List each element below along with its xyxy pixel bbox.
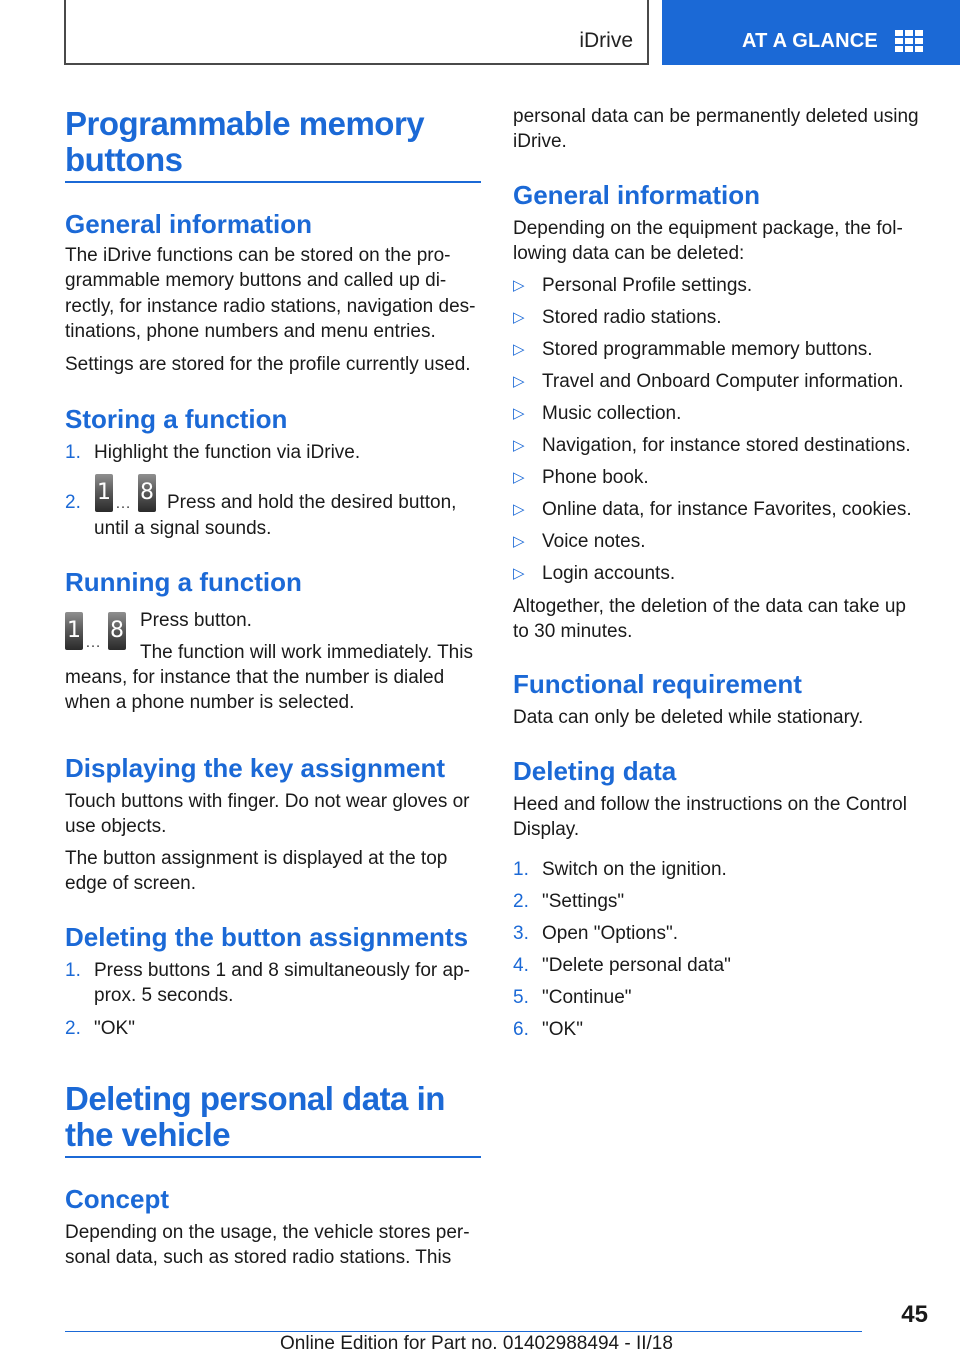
paragraph-line: The button assignment is displayed at the top	[65, 848, 448, 869]
paragraph-line: Touch buttons with finger. Do not wear gloves or	[65, 791, 470, 812]
footer-rule	[65, 1331, 862, 1332]
list-item	[65, 480, 481, 542]
header-chapter-title: AT A GLANCE	[742, 30, 878, 52]
memory-key-8: 8	[108, 612, 126, 650]
list-number: 4.	[513, 955, 529, 976]
paragraph-line: The iDrive functions can be stored on the pro‐	[65, 245, 451, 266]
title-rule	[65, 181, 481, 183]
list-text: Online data, for instance Favorites, cookies.	[542, 499, 912, 520]
list-text: "Delete personal data"	[542, 955, 731, 976]
grid-icon	[895, 30, 923, 53]
paragraph-line: Heed and follow the instructions on the Control	[513, 794, 907, 815]
paragraph-line: edge of screen.	[65, 873, 196, 894]
list-text: "Settings"	[542, 891, 625, 912]
list-text: Press buttons 1 and 8 simultaneously for ap‐	[94, 960, 470, 981]
heading-deleting-data: Deleting data	[513, 756, 677, 786]
heading-storing-function: Storing a function	[65, 404, 288, 434]
paragraph-line: use objects.	[65, 816, 167, 837]
heading-general-information: General information	[513, 180, 761, 210]
list-number: 3.	[513, 923, 529, 944]
heading-functional-requirement: Functional requirement	[513, 669, 802, 699]
paragraph-line: Depending on the usage, the vehicle stores per‐	[65, 1222, 470, 1243]
list-item	[65, 958, 481, 1010]
list-text: Open "Options".	[542, 923, 679, 944]
triangle-bullet-icon: ▷	[513, 405, 525, 422]
list-text: Music collection.	[542, 403, 682, 424]
paragraph-line: tinations, phone numbers and menu entries.	[65, 321, 436, 342]
list-text: prox. 5 seconds.	[94, 985, 234, 1006]
paragraph-line: The function will work immediately. This	[140, 642, 473, 663]
paragraph-line: lowing data can be deleted:	[513, 243, 745, 264]
list-text: Navigation, for instance stored destinations.	[542, 435, 911, 456]
memory-key-1: 1	[95, 474, 113, 512]
list-number: 1.	[65, 442, 81, 463]
section-title-deleting-personal-data: Deleting personal data in	[65, 1080, 445, 1117]
triangle-bullet-icon: ▷	[513, 501, 525, 518]
paragraph-line: Press button.	[140, 610, 252, 631]
section-title-memory-buttons-cont: buttons	[65, 141, 183, 178]
paragraph-line: sonal data, such as stored radio stations. This	[65, 1247, 452, 1268]
list-number: 2.	[65, 492, 81, 513]
memory-key-8: 8	[138, 474, 156, 512]
list-text: Login accounts.	[542, 563, 676, 584]
header-chapter-tab[interactable]	[662, 0, 960, 65]
page-number: 45	[901, 1301, 928, 1328]
list-text: Switch on the ignition.	[542, 859, 727, 880]
paragraph-line: when a phone number is selected.	[65, 692, 355, 713]
list-text: until a signal sounds.	[94, 518, 272, 539]
list-number: 1.	[65, 960, 81, 981]
paragraph-line: iDrive.	[513, 131, 567, 152]
paragraph-line: Display.	[513, 819, 580, 840]
header-section-title: iDrive	[579, 29, 633, 52]
memory-buttons-icon: 1 … 8	[95, 474, 159, 514]
paragraph-line: personal data can be permanently deleted using	[513, 106, 919, 127]
header-section-box	[64, 0, 649, 65]
title-rule	[65, 1156, 481, 1158]
triangle-bullet-icon: ▷	[513, 469, 525, 486]
list-number: 2.	[65, 1018, 81, 1039]
triangle-bullet-icon: ▷	[513, 341, 525, 358]
list-text: "OK"	[542, 1019, 583, 1040]
list-text: Highlight the function via iDrive.	[94, 442, 361, 463]
heading-displaying-key-assignment: Displaying the key assignment	[65, 753, 446, 783]
list-text: Personal Profile settings.	[542, 275, 753, 296]
triangle-bullet-icon: ▷	[513, 533, 525, 550]
section-title-deleting-personal-data-cont: the vehicle	[65, 1116, 231, 1153]
paragraph-line: Altogether, the deletion of the data can take up	[513, 596, 906, 617]
list-text: "Continue"	[542, 987, 632, 1008]
list-number: 2.	[513, 891, 529, 912]
triangle-bullet-icon: ▷	[513, 373, 525, 390]
paragraph-line: Settings are stored for the profile currently used.	[65, 354, 471, 375]
list-text: Phone book.	[542, 467, 649, 488]
list-number: 1.	[513, 859, 529, 880]
section-title-memory-buttons: Programmable memory	[65, 105, 425, 142]
list-text: Voice notes.	[542, 531, 646, 552]
heading-deleting-button-assignments: Deleting the button assignments	[65, 922, 469, 952]
heading-general-information: General information	[65, 209, 313, 239]
paragraph-line: Data can only be deleted while stationary.	[513, 707, 864, 728]
list-text: Stored radio stations.	[542, 307, 722, 328]
list-number: 6.	[513, 1019, 529, 1040]
list-text: "OK"	[94, 1018, 135, 1039]
list-number: 5.	[513, 987, 529, 1008]
footer-edition: Online Edition for Part no. 01402988494 - II/18	[280, 1333, 673, 1354]
heading-running-function: Running a function	[65, 567, 302, 597]
list-text: Stored programmable memory buttons.	[542, 339, 873, 360]
heading-concept: Concept	[65, 1184, 169, 1214]
paragraph-line: means, for instance that the number is dialed	[65, 667, 445, 688]
triangle-bullet-icon: ▷	[513, 437, 525, 454]
paragraph-line: Depending on the equipment package, the fol‐	[513, 218, 903, 239]
list-text: Travel and Onboard Computer information.	[542, 371, 904, 392]
memory-buttons-icon: 1 … 8	[65, 612, 129, 654]
triangle-bullet-icon: ▷	[513, 565, 525, 582]
memory-key-1: 1	[65, 612, 83, 650]
paragraph-line: to 30 minutes.	[513, 621, 633, 642]
triangle-bullet-icon: ▷	[513, 309, 525, 326]
paragraph-line: grammable memory buttons and called up di‐	[65, 270, 447, 291]
paragraph-line: rectly, for instance radio stations, navigation des‐	[65, 296, 476, 317]
triangle-bullet-icon: ▷	[513, 277, 525, 294]
list-text: Press and hold the desired button,	[167, 492, 457, 513]
